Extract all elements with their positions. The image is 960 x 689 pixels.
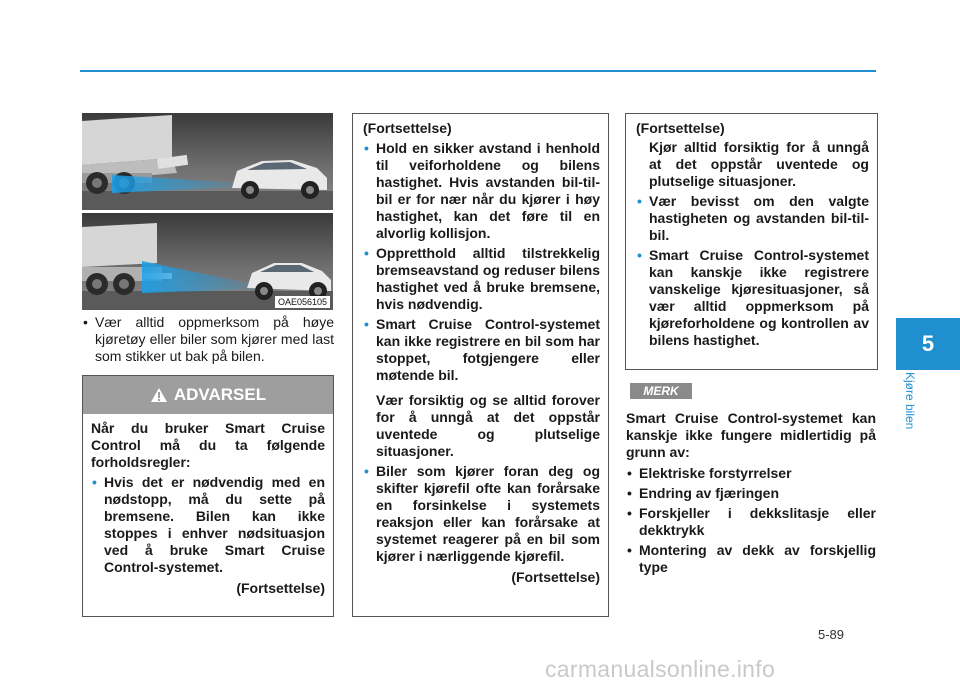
continued-label: (Fortsettelse) — [236, 580, 325, 596]
list-item: • Vær alltid oppmerksom på høye kjøretøy eller biler som kjører med last som stikker ut bak på bilen. — [82, 314, 334, 365]
note-section — [626, 410, 876, 576]
watermark: carmanualsonline.info — [545, 656, 776, 682]
top-rule — [80, 70, 876, 72]
warning-triangle-icon — [150, 387, 168, 403]
note-intro: Smart Cruise Control-systemet kan kanskje ikke fungere midlertidig på grunn av: — [626, 410, 876, 460]
list-item: • Vær bevisst om den valgte hastigheten og avstanden bil-til-bil. — [636, 193, 869, 244]
warning-header — [83, 376, 333, 414]
continued-label: (Fortsettelse) — [636, 120, 725, 136]
indent-paragraph: Kjør alltid forsiktig for å unngå at det oppstår uventede og plutselige situasjoner. — [649, 139, 869, 189]
warning-intro: Når du bruker Smart Cruise Control må du ta følgende forholdsregler: — [91, 420, 325, 470]
list-item: • Forskjeller i dekkslitasje eller dekktrykk — [626, 505, 876, 539]
chapter-tab: 5 — [896, 318, 960, 370]
right-warning-box — [625, 113, 878, 370]
merk-badge: MERK — [630, 383, 692, 399]
list-item: • Oppretthold alltid tilstrekkelig bremseavstand og reduser bilens hastighet ved å bruke bremsene, hvis nødvendig. — [363, 245, 600, 313]
middle-warning-box — [352, 113, 609, 617]
list-item: • Biler som kjører foran deg og skifter kjørefil ofte kan forårsake en forsinkelse i systemets reaksjon eller kan forårsake at systemet reagerer på en bil som kjører i nærliggende kjørefil. — [363, 463, 600, 565]
continued-label: (Fortsettelse) — [363, 120, 452, 136]
warning-title: ADVARSEL — [173, 385, 267, 404]
list-item: • Hold en sikker avstand i henhold til veiforholdene og bilens hastighet. Hvis avstanden bil-til-bil er for nær når du kjører i høy hastighet, kan det føre til en alvorlig kollisjon. — [363, 140, 600, 242]
page-number: 5-89 — [818, 627, 845, 642]
chapter-title: Kjøre bilen — [903, 372, 917, 430]
list-item: • Montering av dekk av forskjellig type — [626, 542, 876, 576]
warning-box — [82, 375, 334, 617]
list-item: • Hvis det er nødvendig med en nødstopp, må du sette på bremsene. Bilen kan ikke stoppes i enhver nødsituasjon ved å bruke Smart Cruise Control-systemet. — [91, 474, 325, 576]
indent-paragraph: Vær forsiktig og se alltid forover for å unngå at det oppstår uventede og plutselige situasjoner. — [376, 392, 600, 459]
list-item: • Endring av fjæringen — [626, 485, 876, 502]
column1-text — [82, 314, 334, 365]
continued-label: (Fortsettelse) — [511, 569, 600, 585]
figure-code: OAE056105 — [275, 296, 330, 308]
figure-truck-load-top — [82, 113, 333, 210]
list-item: • Smart Cruise Control-systemet kan kanskje ikke registrere vanskelige kjøresituasjoner, så vær alltid oppmerksom på kjøreforholdene og kontrollen av bilens hastighet. — [636, 247, 869, 349]
list-item: • Smart Cruise Control-systemet kan ikke registrere en bil som har stoppet, fotgjengere eller møtende bil. — [363, 316, 600, 384]
list-item: • Elektriske forstyrrelser — [626, 465, 876, 482]
